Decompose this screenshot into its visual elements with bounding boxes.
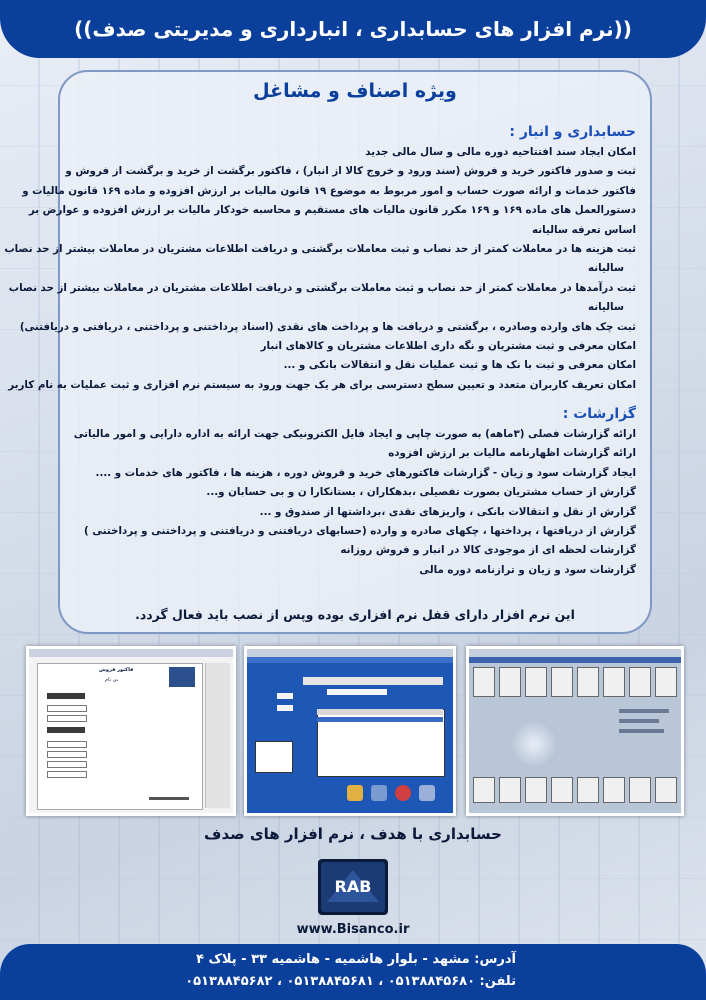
accounting-heading: حسابداری و انبار : (509, 124, 636, 140)
report-line: گزارشات لحظه ای از موجودی کالا در انبار و فروش روزانه (340, 544, 636, 557)
activation-note: این نرم افزار دارای قفل نرم افزاری بوده وپس از نصب باید فعال گردد. (135, 607, 575, 622)
header-banner (0, 0, 706, 58)
report-line: گزارش از نقل و انتقالات بانکی ، واریزهای نقدی ،برداشتها از صندوق و ... (259, 505, 636, 518)
feature-line: امکان معرفی و ثبت مشتریان و نگه داری اطلاعات مشتریان و کالاهای انبار (260, 340, 636, 353)
feature-line: اساس تعرفه سالیانه (531, 223, 636, 236)
feature-line: ثبت درآمدها در معاملات کمتر از حد نصاب و ثبت معاملات برگشتی و دریافت اطلاعات مشتریان در معاملات بیشتر از حد نصاب (8, 281, 636, 294)
accounting-section (4, 124, 636, 395)
footer-bar (0, 944, 706, 1000)
feature-line: سالیانه (587, 262, 624, 275)
dashboard-screenshot (466, 646, 684, 816)
website-url: www.Bisanco.ir (296, 922, 410, 937)
features-panel (4, 70, 652, 634)
feature-line: امکان ایجاد سند افتتاحیه دوره مالی و سال مالی جدید (365, 146, 636, 158)
report-line: ارائه گزارشات فصلی (۳ماهه) به صورت چاپی و ایجاد فایل الکترونیکی جهت ارائه به اداره دارایی و امور مالیاتی (73, 428, 636, 440)
feature-line: سالیانه (587, 301, 624, 314)
tagline: حسابداری با هدف ، نرم افزار های صدف (204, 825, 502, 843)
report-line: گزارش از حساب مشتریان بصورت تفصیلی ،بدهکاران ، بستانکارا ن و بی حسابان و... (206, 486, 636, 499)
reports-heading: گزارشات : (562, 406, 636, 422)
feature-line: ثبت چک های وارده وصادره ، برگشتی و دریافت ها و پرداخت های نقدی (اسناد پرداختنی و پرداختنی ، دریافتی و دریافتنی) (19, 320, 636, 333)
invoice-title: فاکتور فروش (99, 667, 134, 673)
report-line: ارائه گزارشات اظهارنامه مالیات بر ارزش افزوده (388, 447, 636, 460)
logo-text: RAB (334, 877, 372, 896)
feature-line: دستورالعمل های ماده ۱۶۹ و ۱۶۹ مکرر قانون مالیات های مستقیم و محاسبه خودکار مالیات بر ارزش افزوده و عوارض بر (28, 204, 636, 217)
feature-line: فاکتور خدمات و ارائه صورت حساب و امور مربوط به موضوع ۱۹ قانون مالیات بر ارزش افزوده و ماده ۱۶۹ قانون مالیات و (22, 184, 636, 197)
feature-line: امکان معرفی و ثبت با نک ها و ثبت عملیات نقل و انتقالات بانکی و ... (283, 359, 636, 372)
company-logo-icon (317, 858, 389, 916)
report-line: گزارش از دریافتها ، پرداختها ، چکهای صادره و وارده (حسابهای دریافتنی و دریافتنی و پرداختنی و پرداختنی ) (83, 525, 636, 538)
footer-address: آدرس: مشهد - بلوار هاشمیه - هاشمیه ۳۳ - پلاک ۴ (196, 952, 516, 967)
feature-line: ثبت و صدور فاکتور خرید و فروش (سند ورود و خروج کالا از انبار) ، فاکتور برگشت از خرید و برگشت از فروش و (65, 165, 636, 178)
invoice-screenshot (26, 646, 236, 816)
feature-line: ثبت هزینه ها در معاملات کمتر از حد نصاب و ثبت معاملات برگشتی و دریافت اطلاعات مشتریان در معاملات بیشتر از حد نصاب (4, 243, 636, 256)
page-subtitle: ویژه اصناف و مشاغل (253, 80, 457, 102)
form-screenshot (244, 646, 456, 816)
screenshot-gallery (26, 646, 682, 812)
reports-section (68, 406, 636, 580)
footer-phones: تلفن: ۰۵۱۳۸۸۴۵۶۸۰ ، ۰۵۱۳۸۸۴۵۶۸۱ ، ۰۵۱۳۸۸۴۵۶۸۲ (185, 974, 516, 989)
feature-line: امکان تعریف کاربران متعدد و تعیین سطح دسترسی برای هر یک جهت ورود به سیستم نرم افزاری و ثبت عملیات به نام کاربر (8, 378, 636, 391)
report-line: گزارشات سود و زیان و ترازنامه دوره مالی (419, 563, 636, 576)
header-title: ((نرم افزار های حسابداری ، انبارداری و مدیریتی صدف)) (74, 17, 632, 41)
invoice-subtitle: بی نام (105, 677, 119, 683)
report-line: ایجاد گزارشات سود و زیان - گزارشات فاکتورهای خرید و فروش دوره ، هزینه ها ، فاکتور های خدمات و .... (95, 466, 636, 479)
